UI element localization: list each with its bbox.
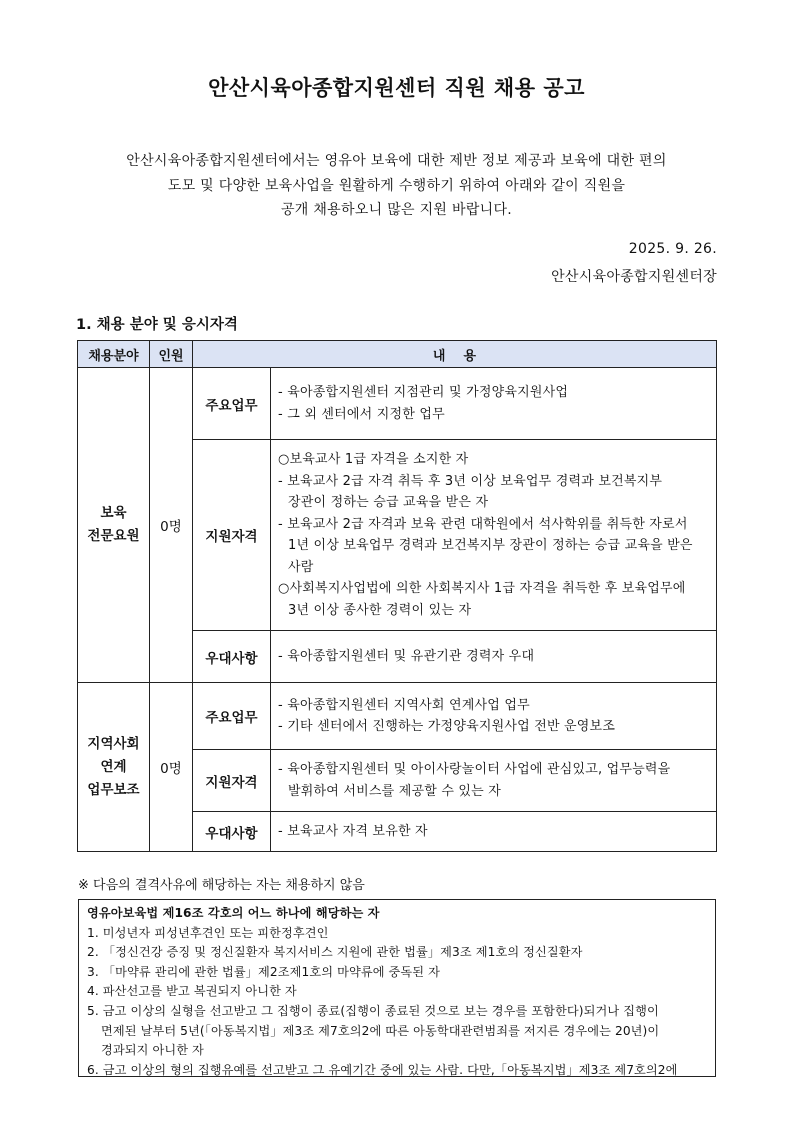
announcement-date: 2025. 9. 26.: [628, 241, 717, 257]
item-label: 우대사항: [193, 631, 271, 683]
headcount: 0명: [150, 368, 193, 683]
item-content: - 육아종합지원센터 및 유관기관 경력자 우대: [271, 631, 717, 683]
list-item: 6. 금고 이상의 형의 집행유예를 선고받고 그 유예기간 중에 있는 사람. 다만,「아동복지법」제3조 제7호의2에: [87, 1062, 678, 1077]
item-label: 우대사항: [193, 812, 271, 852]
header-content: 내 용: [193, 341, 717, 368]
table-row: [78, 368, 717, 440]
disqualification-box: [78, 899, 716, 1077]
list-item: 4. 파산선고를 받고 복권되지 아니한 자: [87, 984, 297, 999]
field-name: 지역사회 연계 업무보조: [78, 683, 150, 852]
list-item: 1. 미성년자 피성년후견인 또는 피한정후견인: [87, 925, 329, 940]
item-content: - 육아종합지원센터 및 아이사랑놀이터 사업에 관심있고, 업무능력을 발휘하여 서비스를 제공할 수 있는 자: [271, 750, 717, 812]
item-label: 주요업무: [193, 368, 271, 440]
intro-line: 공개 채용하오니 많은 지원 바랍니다.: [280, 202, 513, 218]
list-item: 3. 「마약류 관리에 관한 법률」제2조제1호의 마약류에 중독된 자: [87, 964, 441, 979]
table-row: [78, 683, 717, 750]
page-title: 안산시육아종합지원센터 직원 채용 공고: [208, 76, 585, 100]
table-header-row: [78, 341, 717, 368]
item-label: 주요업무: [193, 683, 271, 750]
intro-line: 도모 및 다양한 보육사업을 원활하게 수행하기 위하여 아래와 같이 직원을: [167, 178, 626, 194]
disqualification-heading: 영유아보육법 제16조 각호의 어느 하나에 해당하는 자: [87, 906, 380, 920]
list-item: 2. 「정신건강 증징 및 정신질환자 복지서비스 지원에 관한 법률」제3조 제1호의 정신질환자: [87, 945, 583, 960]
item-label: 지원자격: [193, 440, 271, 631]
field-name: 보육 전문요원: [78, 368, 150, 683]
headcount: 0명: [150, 683, 193, 852]
issuer: 안산시육아종합지원센터장: [551, 269, 717, 285]
item-content: - 보육교사 자격 보유한 자: [271, 812, 717, 852]
section-title: 1. 채용 분야 및 응시자격: [76, 317, 238, 333]
intro-line: 안산시육아종합지원센터에서는 영유아 보육에 대한 제반 정보 제공과 보육에 대한 편의: [126, 153, 667, 169]
header-count: 인원: [150, 341, 193, 368]
item-content: - 육아종합지원센터 지점관리 및 가정양육지원사업 - 그 외 센터에서 지정한 업무: [271, 368, 717, 440]
recruitment-table: [77, 340, 717, 852]
item-content: ○보육교사 1급 자격을 소지한 자 - 보육교사 2급 자격 취득 후 3년 이상 보육업무 경력과 보건복지부 장관이 정하는 승급 교육을 받은 자 - 보육교사 2급 자격과 보육 관련 대학원에서 석사학위를 취득한 자로서 1년 이상 보육업무 경력과 보건복지부 장관이 정하는 승급 교육을 받은 사람 ○사회복지사업법에 의한 사회복지사 1급 자격을 취득한 후 보육업무에 3년 이상 종사한 경력이 있는 자: [271, 440, 717, 631]
header-field: 채용분야: [78, 341, 150, 368]
list-item: 5. 금고 이상의 실형을 선고받고 그 집행이 종료(집행이 종료된 것으로 보는 경우를 포함한다)되거나 집행이: [87, 1003, 659, 1018]
disqualification-note: ※ 다음의 결격사유에 해당하는 자는 채용하지 않음: [78, 878, 365, 893]
item-content: - 육아종합지원센터 지역사회 연계사업 업무 - 기타 센터에서 진행하는 가정양육지원사업 전반 운영보조: [271, 683, 717, 750]
list-item: 경과되지 아니한 자: [101, 1043, 204, 1058]
item-label: 지원자격: [193, 750, 271, 812]
list-item: 면제된 날부터 5년(「아동복지법」제3조 제7호의2에 따른 아동학대관련범죄를 저지른 경우에는 20년)이: [101, 1023, 660, 1038]
